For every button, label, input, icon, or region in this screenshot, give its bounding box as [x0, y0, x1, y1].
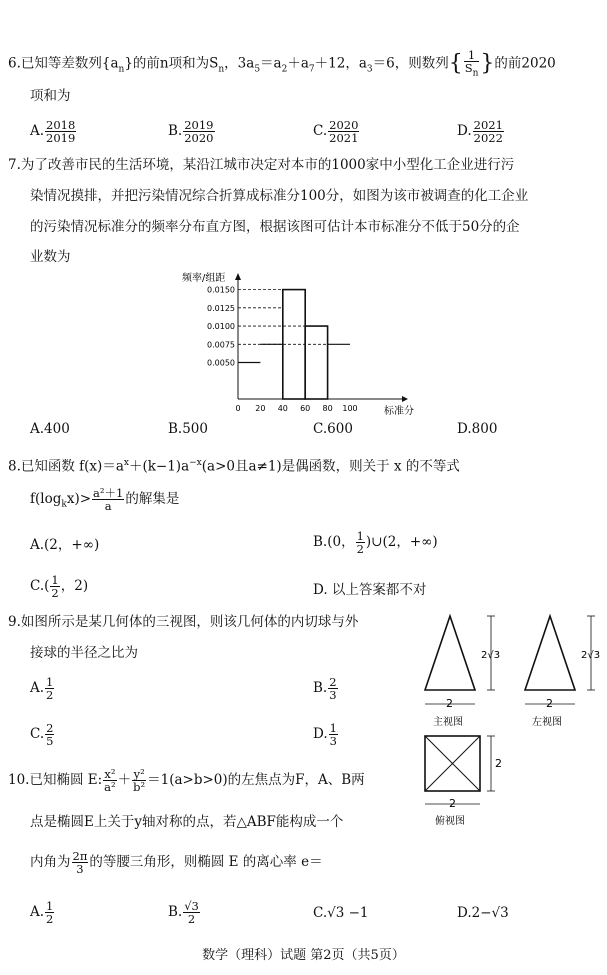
q10-stem-line3: 内角为 $\frac{2\pi}{3}$ 的等腰三角形，则椭圆 E 的离心率 e＝: [30, 849, 323, 876]
histogram-y-ticks: [207, 286, 235, 368]
x-tick-label: 20: [255, 404, 266, 413]
side-view: [525, 616, 600, 728]
q10-option-b[interactable]: B. $\frac{√3}{2}$: [168, 899, 199, 926]
top-view-label: 俯视图: [435, 816, 465, 827]
x-axis-arrow: [402, 396, 408, 402]
side-view-label: 左视图: [532, 717, 562, 728]
y-tick-label: 0.0075: [207, 340, 235, 350]
y-tick-label: 0.0125: [207, 303, 235, 313]
q10-option-a[interactable]: A. $\frac{1}{2}$: [30, 899, 54, 926]
side-height-label: 2√3: [581, 650, 601, 661]
top-width-label: 2: [449, 797, 456, 810]
three-view-diagram: [415, 608, 605, 833]
front-view-label: 主视图: [433, 717, 463, 728]
q7-option-d[interactable]: D.800: [457, 421, 498, 437]
top-depth-label: 2: [495, 757, 502, 770]
q6-option-d[interactable]: D. $\frac{2021}{2022}$: [457, 118, 503, 145]
top-view: [425, 736, 502, 827]
front-height-label: 2√3: [481, 650, 501, 661]
q6-stem-line1: 6.已知等差数列$\{a_n\}$的前n项和为$S_n$，$3a_5=a_2+a_7+12$，$a_3=6$，则数列{ $\frac{1}{S_n}$ }的前2020: [8, 48, 556, 79]
front-width-label: 2: [446, 697, 453, 710]
q8-inequality-fraction: $\frac{\text{a²＋1}}{a}$: [93, 486, 124, 513]
x-tick-label: 80: [322, 404, 333, 413]
q6-option-b[interactable]: B. $\frac{2019}{2020}$: [168, 118, 214, 145]
y-axis-arrow: [235, 273, 241, 280]
q7-stem-line1: 7.为了改善市民的生活环境，某沿江城市决定对本市的1000家中小型化工企业进行污: [8, 157, 515, 173]
side-width-label: 2: [546, 697, 553, 710]
q7-stem-line2: 染情况摸排，并把污染情况综合折算成标准分100分，如图为该市被调查的化工企业: [30, 188, 529, 204]
y-tick-label: 0.0050: [207, 358, 235, 368]
q7-option-b[interactable]: B.500: [168, 421, 208, 437]
histogram-x-label: 标准分: [384, 406, 414, 417]
q10-stem-line1: 10.已知椭圆 E: $\frac{\text{x²}}{\text{a²}}$ ＋ $\frac{\text{y²}}{\text{b²}}$ ＝1(a>b>0)的左焦点为F，A、B两: [8, 767, 365, 794]
q7-option-c[interactable]: C.600: [313, 421, 353, 437]
histogram-bar-60-80: [305, 326, 327, 399]
q7-stem-line3: 的污染情况标准分的频率分布直方图，根据该图可估计本市标准分不低于50分的企: [30, 219, 520, 235]
q8-option-b[interactable]: B.(0， $\frac{1}{2}$ )∪(2，+∞): [313, 529, 438, 556]
q7-stem-line4: 业数为: [30, 249, 71, 265]
q9-option-a[interactable]: A. $\frac{1}{2}$: [30, 675, 54, 702]
histogram-y-label: 频率/组距: [182, 273, 226, 284]
q9-option-c[interactable]: C. $\frac{2}{5}$: [30, 721, 54, 748]
frequency-histogram: [170, 268, 430, 418]
q8-option-c[interactable]: C.( $\frac{1}{2}$ ，2): [30, 573, 89, 600]
histogram-axes: [235, 273, 408, 402]
x-tick-label: 100: [342, 404, 358, 413]
q8-stem-line1: 8.已知函数 $f(x)=a^x+(k-1)a^{-x}(a>0$且a≠1)是偶函数，则关于 x 的不等式: [8, 458, 460, 475]
x-tick-label: 0: [235, 404, 241, 413]
q7-option-a[interactable]: A.400: [30, 421, 70, 437]
y-tick-label: 0.0100: [207, 322, 235, 332]
q9-stem-line2: 接球的半径之比为: [30, 645, 138, 661]
q8-stem-line2: $f(\log_kx)>$ $\frac{\text{a²＋1}}{a}$ 的解集是: [30, 486, 180, 513]
front-view: [425, 616, 500, 728]
q10-option-d[interactable]: D.2−√3: [457, 905, 509, 921]
q6-option-c[interactable]: C. $\frac{2020}{2021}$: [313, 118, 359, 145]
q10-stem-line2: 点是椭圆E上关于y轴对称的点，若△ABF能构成一个: [30, 814, 344, 830]
q9-option-d[interactable]: D. $\frac{1}{3}$: [313, 721, 337, 748]
y-tick-label: 0.0150: [207, 285, 235, 295]
q10-option-c[interactable]: C.√3 −1: [313, 905, 369, 921]
page-footer: 数学（理科）试题 第2页（共5页）: [202, 948, 405, 963]
x-tick-label: 40: [277, 404, 288, 413]
x-tick-label: 60: [300, 404, 311, 413]
q6-seq-fraction: $\frac{1}{S_n}$: [464, 48, 479, 79]
q6-stem-line2: 项和为: [30, 88, 71, 104]
q8-option-a[interactable]: A.(2，+∞): [30, 537, 100, 553]
q9-stem-line1: 9.如图所示是某几何体的三视图，则该几何体的内切球与外: [8, 614, 359, 630]
q8-option-d[interactable]: D. 以上答案都不对: [313, 582, 427, 598]
q9-option-b[interactable]: B. $\frac{2}{3}$: [313, 675, 337, 702]
q6-option-a[interactable]: A. $\frac{2018}{2019}$: [30, 118, 76, 145]
histogram-x-ticks: [235, 404, 357, 413]
